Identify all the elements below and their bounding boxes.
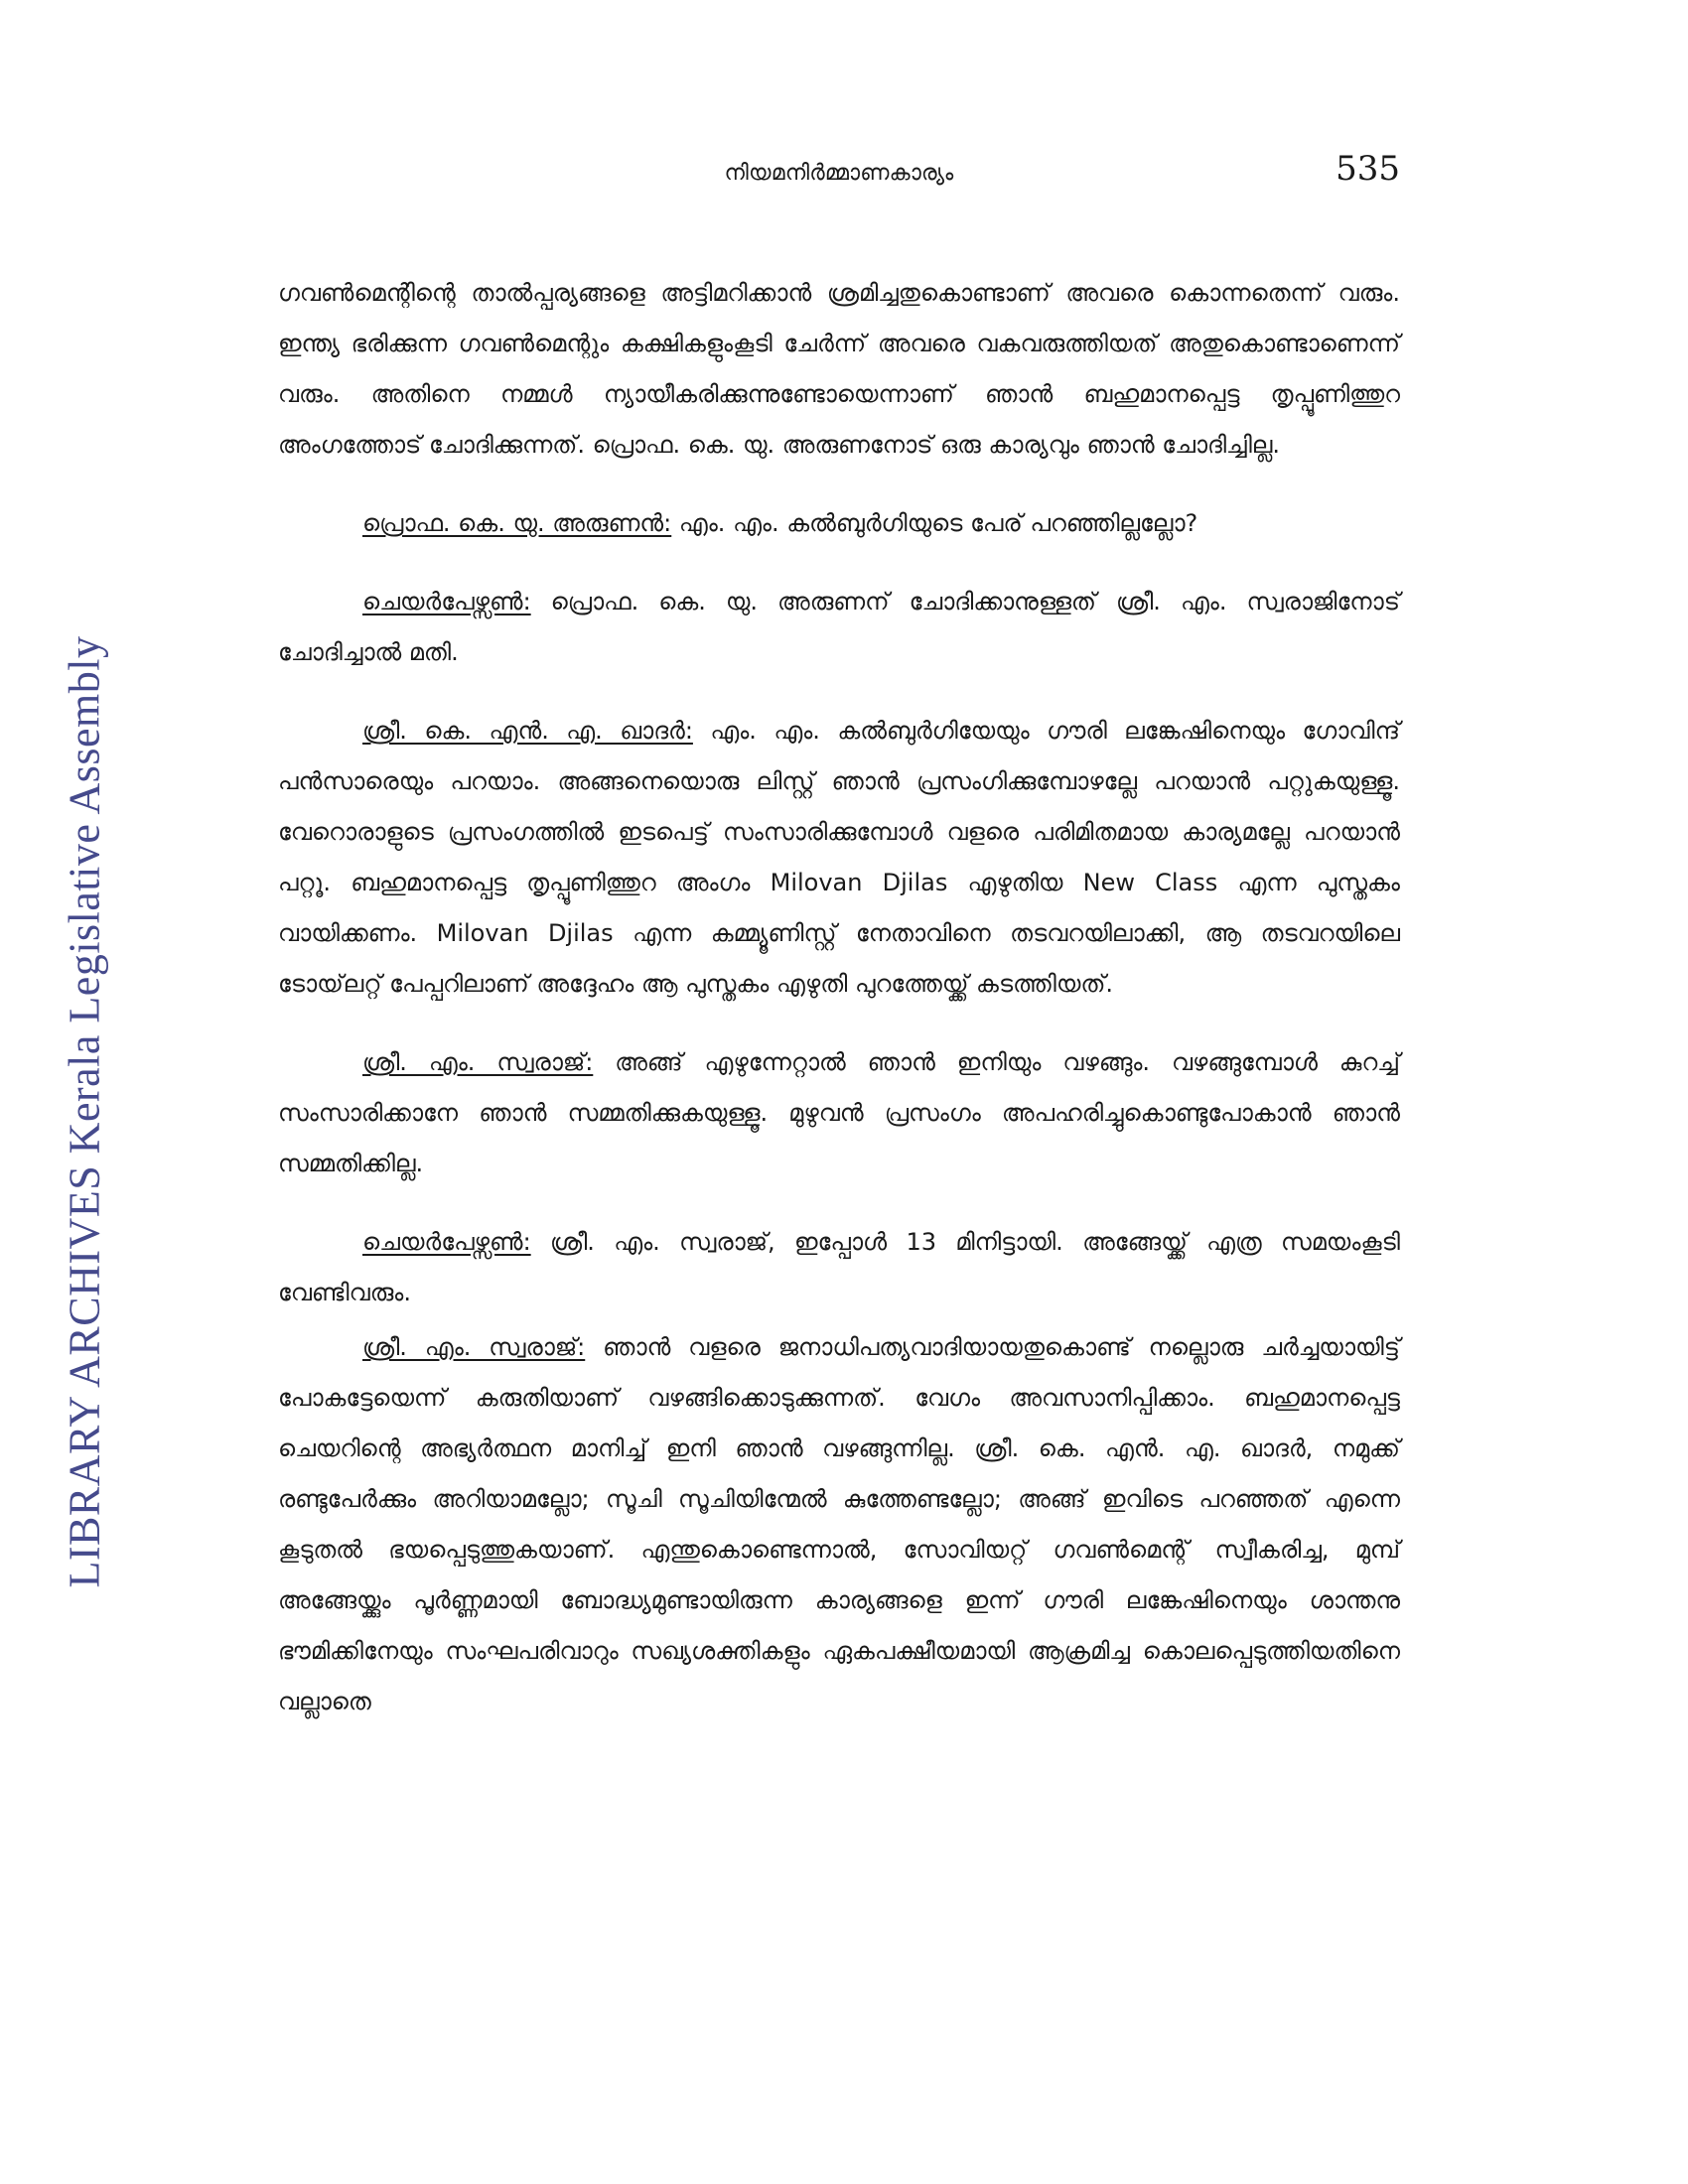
speaker-name: ചെയർപേഴ്സൺ: xyxy=(362,1228,531,1256)
paragraph-text: ഗവൺമെന്റിന്റെ താൽപ്പര്യങ്ങളെ അട്ടിമറിക്കാൻ ശ്രമിച്ചതുകൊണ്ടാണ് അവരെ കൊന്നതെന്ന് വരും. ഇന്ത്യ ഭരിക്കുന്ന ഗവൺമെന്റും കക്ഷികളുംകൂടി ചേർന്ന് അവരെ വകവരുത്തിയത് അതുകൊണ്ടാണെന്ന് വരും. അതിനെ നമ്മൾ ന്യായീകരിക്കുന്നുണ്ടോയെന്നാണ് ഞാൻ ബഹുമാനപ്പെട്ട തൃപ്പൂണിത്തുറ അംഗത്തോട് ചോദിക്കുന്നത്. പ്രൊഫ. കെ. യു. അരുണനോട് ഒരു കാര്യവും ഞാൻ ചോദിച്ചില്ല. xyxy=(278,279,1400,459)
running-title: നിയമനിർമ്മാണകാര്യം xyxy=(724,161,954,186)
paragraph-continued xyxy=(278,268,1400,471)
paragraph-text: പ്രൊഫ. കെ. യു. അരുണന് ചോദിക്കാനുള്ളത് ശ്രീ. എം. സ്വരാജിനോട് ചോദിച്ചാൽ മതി. xyxy=(278,588,1400,666)
speaker-name: ചെയർപേഴ്സൺ: xyxy=(362,588,531,615)
speech-paragraph xyxy=(278,1322,1400,1727)
speaker-name: ശ്രീ. എം. സ്വരാജ്: xyxy=(362,1333,586,1361)
paragraph-text: എം. എം. കൽബുർഗിയുടെ പേര് പറഞ്ഞില്ലല്ലോ? xyxy=(671,509,1198,537)
paragraph-text: എം. എം. കൽബുർഗിയേയും ഗൗരി ലങ്കേഷിനെയും ഗോവിന്ദ് പൻസാരെയും പറയാം. അങ്ങനെയൊരു ലിസ്റ്റ് ഞാൻ പ്രസംഗിക്കുമ്പോഴല്ലേ പറയാൻ പറ്റുകയുള്ളൂ. വേറൊരാളുടെ പ്രസംഗത്തിൽ ഇടപെട്ട് സംസാരിക്കുമ്പോൾ വളരെ പരിമിതമായ കാര്യമല്ലേ പറയാൻ പറ്റൂ. ബഹുമാനപ്പെട്ട തൃപ്പൂണിത്തുറ അംഗം Milovan Djilas എഴുതിയ New Class എന്ന പുസ്തകം വായിക്കണം. Milovan Djilas എന്ന കമ്മ്യൂണിസ്റ്റ് നേതാവിനെ തടവറയിലാക്കി, ആ തടവറയിലെ ടോയ്‌ലറ്റ് പേപ്പറിലാണ് അദ്ദേഹം ആ പുസ്തകം എഴുതി പുറത്തേയ്ക്ക് കടത്തിയത്. xyxy=(278,717,1400,998)
paragraph-text: ഞാൻ വളരെ ജനാധിപത്യവാദിയായതുകൊണ്ട് നല്ലൊരു ചർച്ചയായിട്ട് പോകട്ടേയെന്ന് കരുതിയാണ് വഴങ്ങിക്കൊടുക്കുന്നത്. വേഗം അവസാനിപ്പിക്കാം. ബഹുമാനപ്പെട്ട ചെയറിന്റെ അഭ്യർത്ഥന മാനിച്ച് ഇനി ഞാൻ വഴങ്ങുന്നില്ല. ശ്രീ. കെ. എൻ. എ. ഖാദർ, നമുക്ക് രണ്ടുപേർക്കും അറിയാമല്ലോ; സൂചി സൂചിയിന്മേൽ കുത്തേണ്ടല്ലോ; അങ്ങ് ഇവിടെ പറഞ്ഞത് എന്നെ കൂടുതൽ ഭയപ്പെടുത്തുകയാണ്. എന്തുകൊണ്ടെന്നാൽ, സോവിയറ്റ് ഗവൺമെന്റ് സ്വീകരിച്ച, മുമ്പ് അങ്ങേയ്ക്കും പൂർണ്ണമായി ബോദ്ധ്യമുണ്ടായിരുന്ന കാര്യങ്ങളെ ഇന്ന് ഗൗരി ലങ്കേഷിനെയും ശാന്തനു ഭൗമിക്കിനേയും സംഘപരിവാറും സഖ്യശക്തികളും ഏകപക്ഷീയമായി ആക്രമിച്ച കൊലപ്പെടുത്തിയതിനെ വല്ലാതെ xyxy=(278,1333,1400,1715)
page-number: 535 xyxy=(1336,149,1400,189)
speech-paragraph xyxy=(278,1217,1400,1318)
watermark xyxy=(35,615,134,1608)
speech-paragraph xyxy=(278,577,1400,678)
speaker-name: ശ്രീ. എം. സ്വരാജ്: xyxy=(362,1048,594,1076)
watermark-text: LIBRARY ARCHIVES Kerala Legislative Assembly xyxy=(60,635,109,1588)
paragraph-text: അങ്ങ് എഴുന്നേറ്റാൽ ഞാൻ ഇനിയും വഴങ്ങും. വഴങ്ങുമ്പോൾ കുറച്ച് സംസാരിക്കാനേ ഞാൻ സമ്മതിക്കുകയുള്ളൂ. മുഴുവൻ പ്രസംഗം അപഹരിച്ചുകൊണ്ടുപോകാൻ ഞാൻ സമ്മതിക്കില്ല. xyxy=(278,1048,1400,1177)
speech-paragraph xyxy=(278,706,1400,1010)
speech-paragraph xyxy=(278,498,1400,549)
speaker-name: ശ്രീ. കെ. എൻ. എ. ഖാദർ: xyxy=(362,717,693,745)
speech-paragraph xyxy=(278,1037,1400,1189)
document-body xyxy=(278,268,1400,1755)
paragraph-text: ശ്രീ. എം. സ്വരാജ്, ഇപ്പോൾ 13 മിനിട്ടായി. അങ്ങേയ്ക്ക് എത്ര സമയംകൂടി വേണ്ടിവരും. xyxy=(278,1228,1400,1306)
page-header xyxy=(278,149,1400,199)
speaker-name: പ്രൊഫ. കെ. യു. അരുണൻ: xyxy=(362,509,672,537)
